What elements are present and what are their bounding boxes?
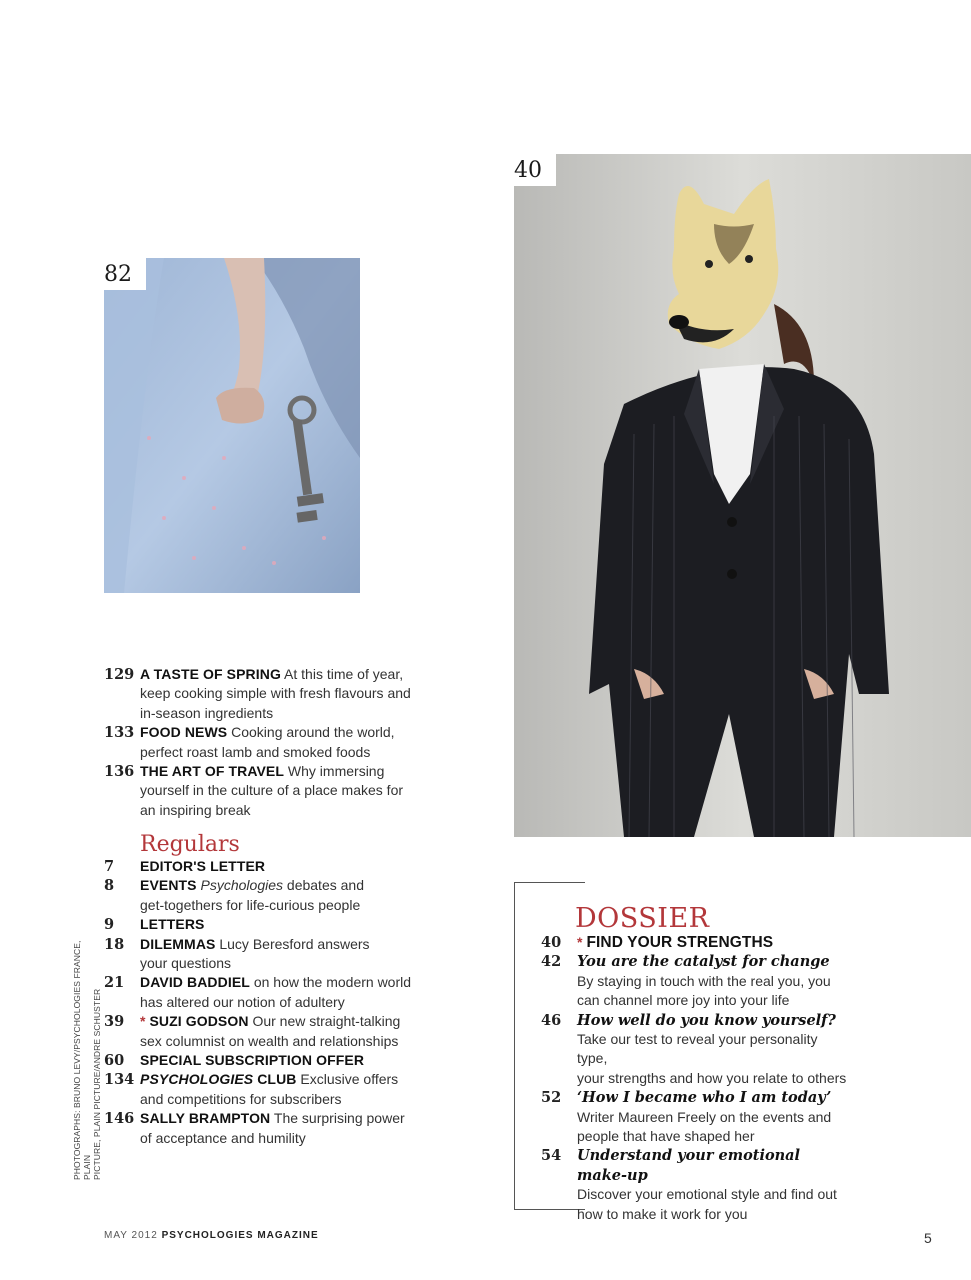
entry-description: Take our test to reveal your personality type,: [577, 1031, 818, 1067]
page-number: 46: [541, 1011, 562, 1029]
toc-entry[interactable]: [541, 933, 851, 952]
entry-heading: SUZI GODSON: [149, 1013, 249, 1030]
entry-italic: Psychologies: [196, 877, 284, 894]
entry-heading: EVENTS: [140, 877, 197, 894]
entry-heading: Understand your emotional make-up: [577, 1147, 801, 1184]
entry-heading: SALLY BRAMPTON: [140, 1110, 271, 1127]
entry-description: how to make it work for you: [577, 1205, 748, 1222]
entry-heading: DAVID BADDIEL: [140, 974, 250, 991]
asterisk-icon: *: [140, 1013, 146, 1030]
page-number: 40: [541, 934, 562, 951]
regulars-list: [104, 857, 414, 1148]
entry-heading: DILEMMAS: [140, 935, 216, 952]
page-number: 7: [104, 858, 115, 875]
toc-entry[interactable]: [541, 1011, 851, 1089]
food-travel-list: [104, 665, 424, 820]
toc-entry[interactable]: [104, 973, 414, 1012]
entry-description: your strengths and how you relate to others: [577, 1069, 847, 1086]
entry-heading: THE ART OF TRAVEL: [140, 763, 285, 780]
page-number: 21: [104, 974, 125, 992]
page-number: 9: [104, 916, 115, 934]
entry-description: has altered our notion of adultery: [140, 993, 345, 1010]
toc-entry[interactable]: [104, 857, 414, 876]
entry-description: yourself in the culture of a place makes for: [140, 782, 404, 799]
photo-credit-line: PICTURE, PLAIN PICTURE/ANDRE SCHUSTER: [92, 988, 102, 1180]
toc-entry[interactable]: [104, 665, 424, 723]
entry-description: sex columnist on wealth and relationships: [140, 1032, 399, 1049]
entry-description: perfect roast lamb and smoked foods: [140, 743, 371, 760]
entry-description: Writer Maureen Freely on the events and: [577, 1108, 832, 1125]
entry-description: debates and: [283, 877, 364, 894]
entry-heading: A TASTE OF SPRING: [140, 666, 281, 682]
toc-entry[interactable]: [541, 1088, 851, 1146]
entry-heading: EDITOR'S LETTER: [140, 858, 266, 874]
entry-description: of acceptance and humility: [140, 1129, 306, 1146]
entry-description: The surprising power: [270, 1110, 405, 1127]
toc-entry[interactable]: [104, 1109, 414, 1148]
page-number: 60: [104, 1052, 125, 1070]
hand-key-illustration: [104, 258, 360, 593]
page-number: 39: [104, 1013, 125, 1031]
photo-credit-line: PHOTOGRAPHS: BRUNO LEVY/PSYCHOLOGIES FRANCE, PLAIN: [72, 940, 92, 1180]
entry-description: can channel more joy into your life: [577, 992, 790, 1009]
regulars-heading: Regulars: [140, 832, 240, 857]
wolf-mask-illustration: [514, 154, 971, 837]
entry-description: At this time of year,: [280, 666, 404, 682]
page-number: 42: [541, 953, 562, 971]
toc-entry[interactable]: [104, 1070, 414, 1109]
toc-entry[interactable]: [104, 1012, 414, 1051]
asterisk-icon: *: [577, 934, 583, 950]
page-number: 54: [541, 1147, 562, 1165]
footer: [104, 1230, 319, 1241]
toc-entry[interactable]: [104, 876, 414, 915]
page-number: 52: [541, 1089, 562, 1107]
toc-entry[interactable]: [104, 723, 424, 762]
entry-heading: SPECIAL SUBSCRIPTION OFFER: [140, 1052, 365, 1069]
entry-description: your questions: [140, 955, 232, 972]
entry-description: an inspiring break: [140, 801, 251, 818]
entry-description: By staying in touch with the real you, you: [577, 972, 831, 989]
folio-page-number: 5: [924, 1230, 932, 1246]
entry-heading: You are the catalyst for change: [577, 953, 830, 971]
photo-wolf-mask-woman: [514, 154, 971, 837]
photo-credit: [72, 930, 102, 1180]
entry-description: Discover your emotional style and find out: [577, 1186, 837, 1203]
entry-description: Exclusive offers: [296, 1071, 399, 1088]
toc-entry[interactable]: [541, 952, 851, 1010]
footer-magazine-name: PSYCHOLOGIES MAGAZINE: [161, 1230, 319, 1241]
page-number: 134: [104, 1071, 135, 1089]
entry-description: and competitions for subscribers: [140, 1090, 342, 1107]
entry-heading: CLUB: [253, 1071, 297, 1088]
entry-description: on how the modern world: [249, 974, 412, 991]
entry-description: Why immersing: [284, 763, 385, 780]
toc-entry[interactable]: [104, 1051, 414, 1070]
entry-description: Cooking around the world,: [227, 724, 395, 741]
page-number: 129: [104, 666, 135, 683]
page-tag-40: 40: [514, 154, 556, 186]
entry-description: keep cooking simple with fresh flavours and: [140, 685, 411, 702]
toc-entry[interactable]: [104, 762, 424, 820]
page-number: 133: [104, 724, 135, 742]
entry-description: Lucy Beresford answers: [215, 935, 370, 952]
dossier-list: [541, 933, 851, 1224]
page-number: 8: [104, 877, 115, 895]
entry-heading: ‘How I became who I am today’: [577, 1089, 832, 1107]
entry-description: in-season ingredients: [140, 704, 274, 721]
footer-date: MAY 2012: [104, 1230, 162, 1241]
photo-hand-with-key: [104, 258, 360, 593]
page-tag-82: 82: [104, 258, 146, 290]
page-number: 18: [104, 935, 125, 953]
entry-heading-italic: PSYCHOLOGIES: [140, 1071, 254, 1088]
toc-entry[interactable]: [541, 1146, 851, 1224]
toc-entry[interactable]: [104, 935, 414, 974]
page-number: 136: [104, 763, 135, 781]
entry-heading: LETTERS: [140, 916, 205, 933]
page-number: 146: [104, 1110, 135, 1128]
entry-description: get-togethers for life-curious people: [140, 896, 361, 913]
entry-description: people that have shaped her: [577, 1128, 755, 1145]
entry-description: Our new straight-talking: [248, 1013, 401, 1030]
toc-entry[interactable]: [104, 915, 414, 934]
entry-heading: How well do you know yourself?: [577, 1011, 836, 1029]
entry-heading: FIND YOUR STRENGTHS: [586, 934, 774, 951]
dossier-heading: DOSSIER: [575, 903, 710, 934]
entry-heading: FOOD NEWS: [140, 724, 228, 741]
